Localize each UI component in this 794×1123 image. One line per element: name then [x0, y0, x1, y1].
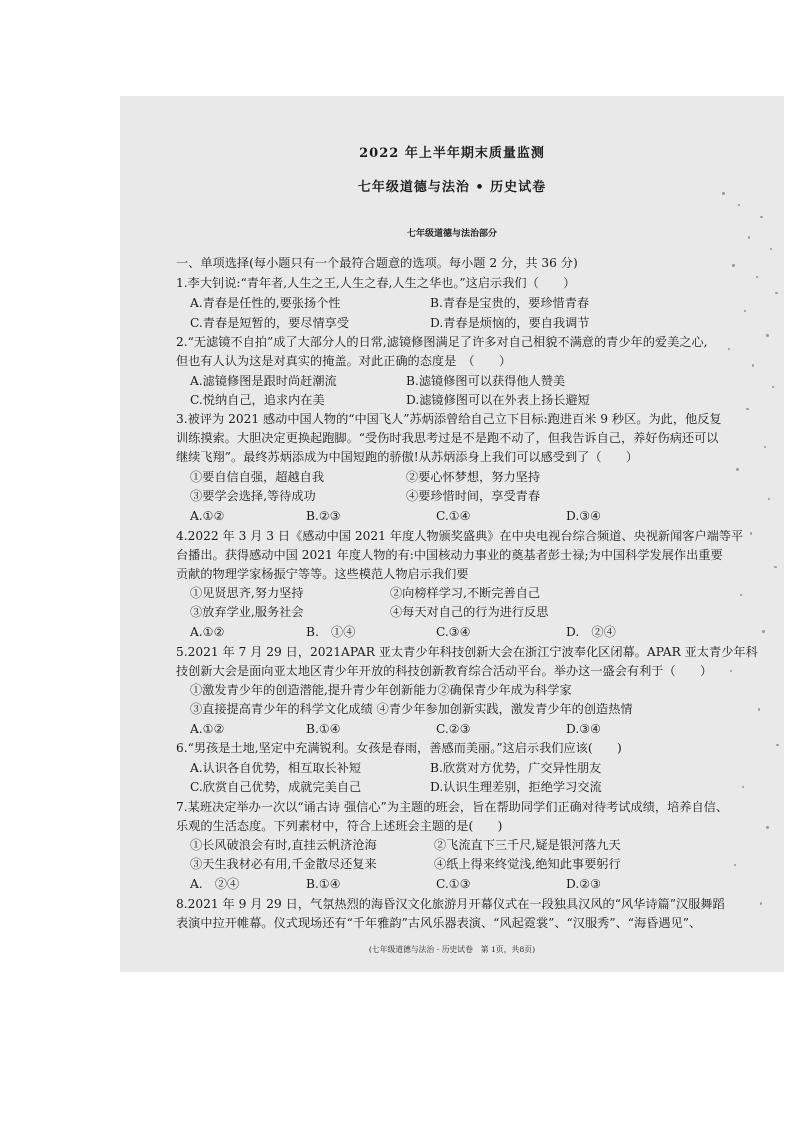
q5-option-d: D.③④	[566, 722, 602, 736]
q4-option-d: D. ②④	[566, 625, 616, 639]
q1-option-c: C.青春是短暂的，要尽情享受	[190, 316, 350, 330]
exam-title-line1: 2022 年上半年期末质量监测	[359, 146, 545, 161]
q3-item-4: ④要珍惜时间，享受青春	[406, 489, 541, 503]
q5-stem-line1: 5.2021 年 7 月 29 日，2021APAR 亚太青少年科技创新大会在浙江宁波奉化区闭幕。APAR 亚太青少年科	[176, 645, 758, 659]
q3-item-1: ①要自信自强，超越自我	[190, 470, 325, 484]
exam-title-line2: 七年级道德与法治 • 历史试卷	[357, 180, 547, 195]
q3-option-d: D.③④	[566, 509, 602, 523]
q7-stem-line2: 乐观的生活态度。下列素材中，符合上述班会主题的是( )	[176, 819, 503, 833]
q1-option-b: B.青春是宝贵的，要珍惜青春	[430, 296, 590, 310]
q6-option-a: A.认识各自优势，相互取长补短	[190, 761, 362, 775]
q1-option-a: A.青春是任性的,要张扬个性	[190, 296, 341, 310]
section-title: 七年级道德与法治部分	[406, 229, 497, 239]
q3-option-b: B.②③	[306, 509, 341, 523]
q3-stem-line2: 训练摸索。大胆决定更换起跑脚。“受伤时我思考过是不是跑不动了，但我告诉自己，养好伤病还可以	[176, 431, 719, 445]
q4-item-3: ③放弃学业,服务社会	[190, 605, 304, 619]
q7-stem-line1: 7.某班决定举办一次以“诵古诗 强信心”为主题的班会，旨在帮助同学们正确对待考试成绩，培养自信、	[176, 800, 729, 814]
q4-item-4: ④每天对自己的行为进行反思	[390, 605, 549, 619]
q4-item-2: ②向榜样学习,不断完善自己	[390, 586, 541, 600]
q2-stem-line1: 2.“无滤镜不自拍”成了大部分人的日常,滤镜修图满足了许多对自己相貌不满意的青少年的爱美之心,	[176, 335, 708, 349]
q4-option-c: C.③④	[436, 625, 471, 639]
q6-option-c: C.欣赏自己优势，成就完美自己	[190, 780, 362, 794]
q8-stem-line1: 8.2021 年 9 月 29 日，气氛热烈的海昏汉文化旅游月开幕仪式在一段独具汉风的“风华诗篇”汉服舞蹈	[176, 897, 725, 911]
q7-option-a: A. ②④	[190, 877, 240, 891]
q3-option-c: C.①④	[436, 509, 471, 523]
q4-stem-line1: 4.2022 年 3 月 3 日《感动中国 2021 年度人物颁奖盛典》在中央电视台综合频道、央视新闻客户端等平	[176, 529, 744, 543]
q7-item-1: ①长风破浪会有时,直挂云帆济沧海	[190, 838, 377, 852]
q5-item-row2: ③直接提高青少年的科学文化成绩 ④青少年参加创新实践，激发青少年的创造热情	[190, 702, 633, 716]
q1-stem: 1.李大钊说:“青年者,人生之王,人生之春,人生之华也。”这启示我们（ ）	[176, 276, 576, 290]
q1-option-d: D.青春是烦恼的，要自我调节	[430, 316, 590, 330]
q4-option-a: A.①②	[190, 625, 225, 639]
q2-option-a: A.滤镜修图是跟时尚赶潮流	[190, 374, 337, 388]
q4-item-1: ①见贤思齐,努力坚持	[190, 586, 304, 600]
q4-option-b: B. ①④	[306, 625, 356, 639]
q5-option-b: B.①④	[306, 722, 341, 736]
q3-stem-line1: 3.被评为 2021 感动中国人物的“中国飞人”苏炳添曾给自己立下目标:跑进百米 9 秒区。为此，他反复	[176, 412, 722, 426]
q8-stem-line2: 表演中拉开帷幕。仪式现场还有“千年雅韵”古风乐器表演、“风起霓裳”、“汉服秀”、“海昏遇见”、	[176, 916, 702, 930]
q5-option-c: C.②③	[436, 722, 471, 736]
q3-stem-line3: 继续飞翔”。最终苏炳添成为中国短跑的骄傲!从苏炳添身上我们可以感受到了（ ）	[176, 450, 639, 464]
page-footer: (七年级道德与法治 · 历史试卷 第 1页，共8页)	[368, 945, 536, 954]
q4-stem-line2: 台播出。获得感动中国 2021 年度人物的有:中国核动力事业的奠基者彭士禄;为中国科学发展作出重要	[176, 548, 723, 562]
q7-option-b: B.①④	[306, 877, 341, 891]
q7-option-d: D.②③	[566, 877, 602, 891]
q2-option-b: B.滤镜修图可以获得他人赞美	[406, 374, 566, 388]
q2-option-c: C.悦纳自己，追求内在美	[190, 393, 325, 407]
q7-option-c: C.①③	[436, 877, 471, 891]
q7-item-2: ②飞流直下三千尺,疑是银河落九天	[434, 838, 621, 852]
q3-item-3: ③要学会选择,等待成功	[190, 489, 316, 503]
q2-stem-line2: 但也有人认为这是对真实的掩盖。对此正确的态度是 （ ）	[176, 354, 512, 368]
q6-option-d: D.认识生理差别，拒绝学习交流	[430, 780, 602, 794]
q6-option-b: B.欣赏对方优势，广交异性朋友	[430, 761, 602, 775]
exam-page	[120, 96, 784, 972]
q5-item-row1: ①激发青少年的创造潜能,提升青少年创新能力②确保青少年成为科学家	[190, 683, 572, 697]
q7-item-4: ④纸上得来终觉浅,绝知此事要躬行	[434, 857, 621, 871]
q3-option-a: A.①②	[190, 509, 225, 523]
q5-option-a: A.①②	[190, 722, 225, 736]
section-instructions: 一、单项选择(每小题只有一个最符合题意的选项。每小题 2 分，共 36 分)	[176, 256, 578, 270]
q7-item-3: ③天生我材必有用,千金散尽还复来	[190, 857, 377, 871]
q6-stem: 6.“男孩是土地,坚定中充满锐利。女孩是春雨，善感而美丽。”这启示我们应该( )	[176, 741, 622, 755]
q4-stem-line3: 贡献的物理学家杨振宁等等。这些模范人物启示我们要	[176, 567, 469, 581]
q5-stem-line2: 技创新大会是面向亚太地区青少年开放的科技创新教育综合活动平台。举办这一盛会有利于（ ）	[176, 664, 713, 678]
q2-option-d: D.滤镜修图可以在外表上扬长避短	[406, 393, 590, 407]
q3-item-2: ②要心怀梦想，努力坚持	[406, 470, 541, 484]
